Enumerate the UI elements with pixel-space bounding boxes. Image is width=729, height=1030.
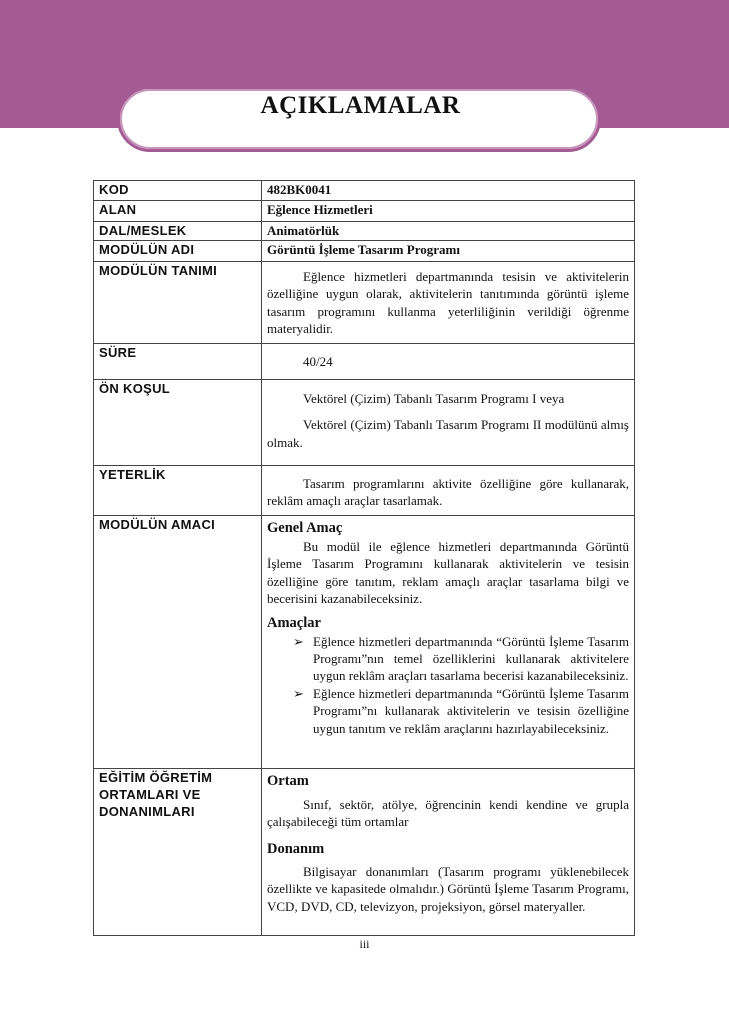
label-yeterlik: YETERLİK [94,466,262,516]
arrow-bullet-icon: ➢ [293,685,304,701]
value-sure: 40/24 [303,353,333,369]
label-onkosul: ÖN KOŞUL [94,380,262,466]
label-alan: ALAN [94,201,262,222]
page-number: iii [359,937,370,951]
value-yeterlik: Tasarım programlarını aktivite özelliğine göre kullanarak, reklâm amaçlı araçlar tasarlamak. [267,476,629,509]
table-row [94,380,635,466]
table-row [94,262,635,344]
value-onkosul-2: Vektörel (Çizim) Tabanlı Tasarım Programı II modülünü almış olmak. [267,417,629,450]
value-kod: 482BK0041 [262,181,635,201]
arrow-bullet-icon: ➢ [293,633,304,649]
table-row [94,181,635,201]
value-alan: Eğlence Hizmetleri [262,201,635,222]
table-row [94,516,635,769]
genel-amac-heading: Genel Amaç [267,520,343,536]
label-amaci: MODÜLÜN AMACI [94,516,262,769]
amaclar-heading: Amaçlar [267,614,321,631]
genel-amac-text: Bu modül ile eğlence hizmetleri departmanında Görüntü İşleme Tasarım Programını kullanarak aktivitelerin ve tesisin özelliğine göre tanıtım, reklam amaçlı araçlar tasarlama bilgi ve becerisini kazanabileceksiniz. [267,539,629,607]
value-adi: Görüntü İşleme Tasarım Programı [262,241,635,262]
value-onkosul-1: Vektörel (Çizim) Tabanlı Tasarım Programı I veya [303,391,565,406]
label-dal: DAL/MESLEK [94,222,262,241]
module-info-table [93,180,635,936]
label-sure: SÜRE [94,344,262,380]
page-title: AÇIKLAMALAR [260,92,461,119]
donanim-text: Bilgisayar donanımları (Tasarım programı yüklenebilecek özellikte ve kapasitede olmalıdır.) Görüntü İşleme Tasarım Programı, VCD, DVD, CD, televizyon, projeksiyon, görsel materyaller. [267,863,629,914]
table-row [94,222,635,241]
amaclar-list [267,633,629,737]
list-item: ➢ Eğlence hizmetleri departmanında “Görüntü İşleme Tasarım Programı”nı kullanarak aktivitelerin ve tesisin özelliğine uygun tanıtım ve reklâm araçlarını hazırlayabileceksiniz. [293,685,629,736]
label-ortam: EĞİTİM ÖĞRETİM ORTAMLARI VE DONANIMLARI [94,769,262,936]
donanim-heading: Donanım [267,840,325,857]
list-item: ➢ Eğlence hizmetleri departmanında “Görüntü İşleme Tasarım Programı”nın temel özelliklerini kullanarak aktivitelere uygun reklâm araçları tasarlama becerisi kazanabileceksiniz. [293,633,629,684]
label-tanim: MODÜLÜN TANIMI [94,262,262,344]
value-tanim: Eğlence hizmetleri departmanında tesisin ve aktivitelerin özelliğine uygun olarak, aktivitelerin tanıtımında görüntü işleme tasarım programını kullanma yeterliliğinin verildiği öğrenme materyalidir. [267,269,629,337]
value-dal: Animatörlük [262,222,635,241]
table-row [94,344,635,380]
table-row [94,201,635,222]
table-row [94,466,635,516]
table-row [94,769,635,936]
ortam-heading: Ortam [267,773,309,789]
label-kod: KOD [94,181,262,201]
label-adi: MODÜLÜN ADI [94,241,262,262]
ortam-text: Sınıf, sektör, atölye, öğrencinin kendi kendine ve grupla çalışabileceği tüm ortamlar [267,797,629,830]
table-row [94,241,635,262]
